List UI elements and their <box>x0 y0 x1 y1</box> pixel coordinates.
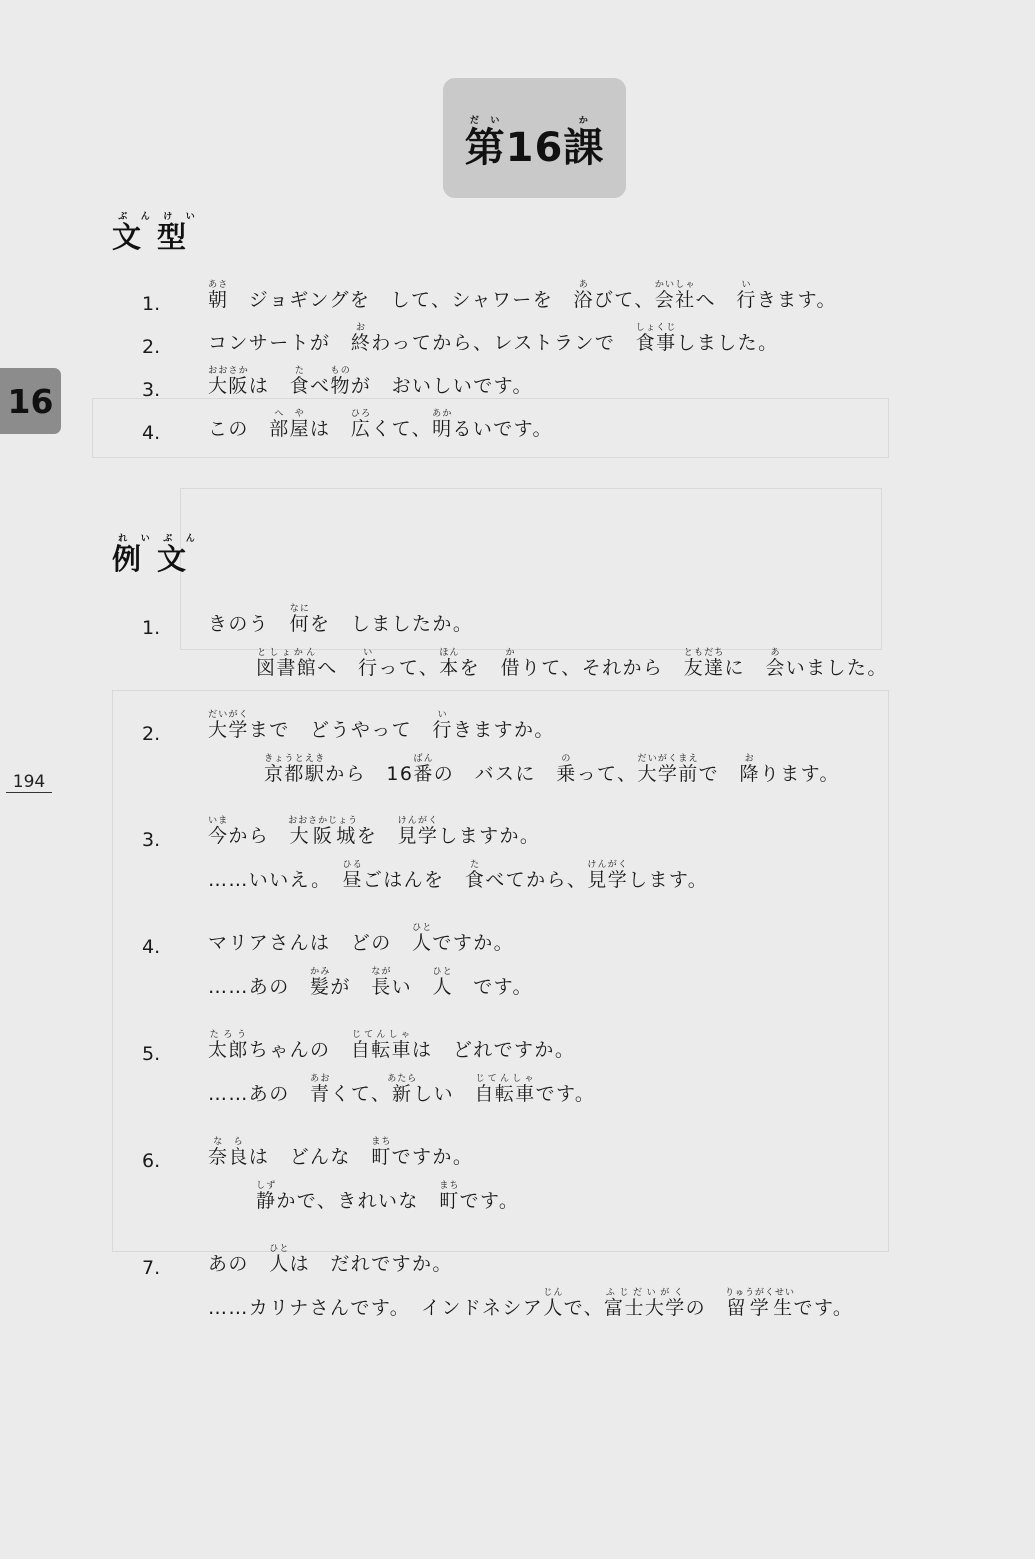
reibun-answer-6: 静しずかで、きれいな 町まちです。 <box>256 1181 520 1212</box>
reibun-question-1: きのう 何なにを しましたか。 <box>208 604 474 635</box>
bunkei-sentence-4: この 部屋へやは 広ひろくて、明あかるいです。 <box>208 409 553 440</box>
reibun-number: 1. <box>142 617 161 639</box>
lesson-tab-marker: 16 <box>0 368 61 434</box>
reibun-answer-7: ……カリナさんです。 インドネシア人じんで、富士大学ふじだいがくの 留学生りゅうがくせいです。 <box>208 1288 854 1319</box>
reibun-question-2: 大学だいがくまで どうやって 行いきますか。 <box>208 710 555 741</box>
reibun-number: 5. <box>142 1043 161 1065</box>
bunkei-sentence-2: コンサートが 終おわってから、レストランで 食事しょくじしました。 <box>208 323 779 354</box>
reibun-number: 2. <box>142 723 161 745</box>
section-heading-bunkei: 文ぶん型けい <box>112 212 203 254</box>
page-number: 194 <box>6 772 52 793</box>
bunkei-number: 3. <box>142 379 161 401</box>
reibun-question-6: 奈良ならは どんな 町まちですか。 <box>208 1137 474 1168</box>
reibun-question-7: あの 人ひとは だれですか。 <box>208 1244 453 1275</box>
reibun-answer-5: ……あの 青あおくて、新あたらしい 自転車じてんしゃです。 <box>208 1074 596 1105</box>
reibun-number: 6. <box>142 1150 161 1172</box>
reibun-answer-2: 京都駅きょうとえきから 16番ばんの バスに 乗のって、大学前だいがくまえで 降おります。 <box>264 754 840 785</box>
section-heading-reibun: 例れい文ぶん <box>112 534 203 576</box>
reibun-question-5: 太郎たろうちゃんの 自転車じてんしゃは どれですか。 <box>208 1030 576 1061</box>
reibun-answer-4: ……あの 髪かみが 長ながい 人ひと です。 <box>208 967 533 998</box>
reibun-answer-3: ……いいえ。 昼ひるごはんを 食たべてから、見学けんがくします。 <box>208 860 709 891</box>
bunkei-sentence-3: 大阪おおさかは 食たべ物ものが おいしいです。 <box>208 366 533 397</box>
lesson-title: 第だい16課か <box>464 116 605 171</box>
bunkei-sentence-1: 朝あさ ジョギングを して、シャワーを 浴あびて、会社かいしゃへ 行いきます。 <box>208 280 837 311</box>
reibun-number: 4. <box>142 936 161 958</box>
reibun-number: 3. <box>142 829 161 851</box>
bunkei-number: 1. <box>142 293 161 315</box>
reibun-question-3: 今いまから 大阪城おおさかじょうを 見学けんがくしますか。 <box>208 816 541 847</box>
reibun-question-4: マリアさんは どの 人ひとですか。 <box>208 923 515 954</box>
reibun-answer-1: 図書館としょかんへ 行いって、本ほんを 借かりて、それから 友達ともだちに 会あいました。 <box>256 648 888 679</box>
bunkei-number: 4. <box>142 422 161 444</box>
bunkei-number: 2. <box>142 336 161 358</box>
reibun-number: 7. <box>142 1257 161 1279</box>
